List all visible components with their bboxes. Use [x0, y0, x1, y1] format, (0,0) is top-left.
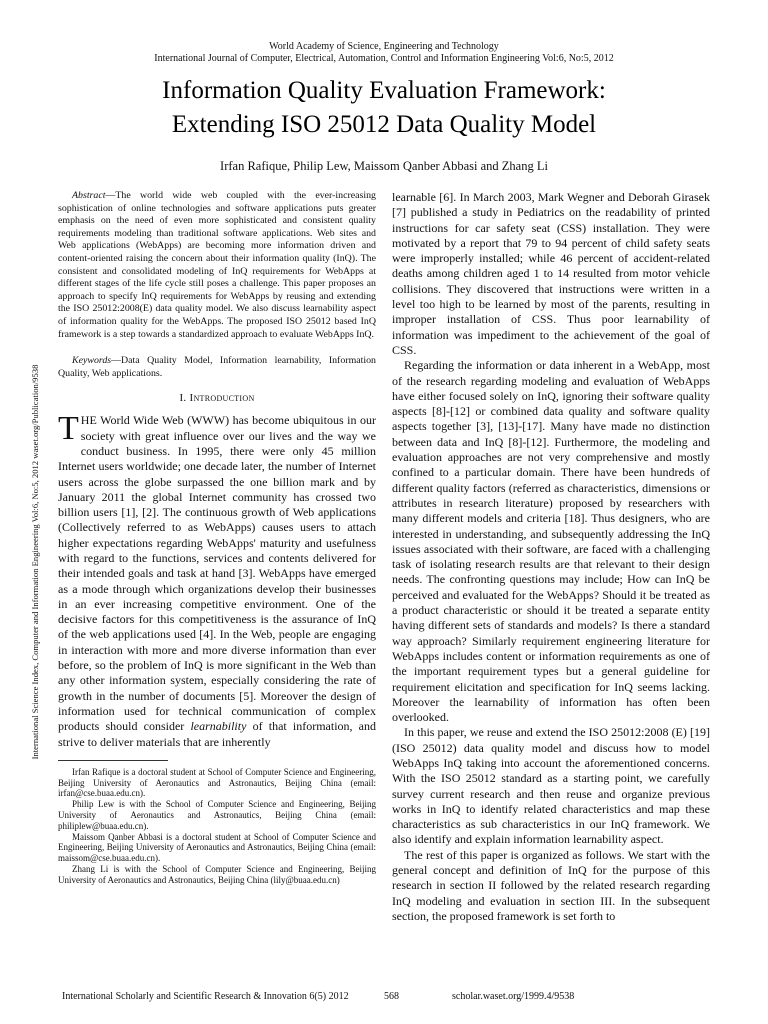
intro-p1-italic: learnability	[190, 719, 247, 734]
intro-paragraph-3: In this paper, we reuse and extend the ISO 25012:2008 (E) [19] (ISO 25012) data quality model and discuss how to model WebApps InQ taking into account the aforementioned concerns. With the ISO 25012 standard as a starting point, we carefully survey current research and then reuse and organize previous works in InQ to identify related characteristics and map these characteristics as sub characteristics in our InQ framework. We also identify and explain information learnability aspect.	[392, 725, 710, 847]
keywords	[58, 355, 376, 380]
intro-paragraph-4: The rest of this paper is organized as follows. We start with the general concept and definition of InQ for the purpose of this research in section II followed by the related research regarding InQ modeling and evaluation in section III. In the subsequent section, the proposed framework is set forth to	[392, 847, 710, 923]
footnote-1: Irfan Rafique is a doctoral student at School of Computer Science and Engineering, Beijing University of Aeronautics and Astronautics, Beijing China (email: irfan@cse.buaa.edu.cn).	[58, 766, 376, 799]
abstract-label: Abstract	[72, 190, 106, 201]
intro-paragraph-1	[58, 410, 377, 750]
footnote-2: Philip Lew is with the School of Computer Science and Engineering, Beijing University of Aeronautics and Astronautics, Beijing China (email: philiplew@buaa.edu.cn).	[58, 799, 376, 831]
author-list: Irfan Rafique, Philip Lew, Maissom Qanber Abbasi and Zhang Li	[220, 159, 548, 173]
footnote-rule	[58, 760, 168, 761]
intro-p1-start: HE World Wide Web (WWW) has become ubiquitous in our society with great influence over our lives and the way we conduct business. In 1995, there were only 45 million Internet users worldwide; one decade later, the number of Internet users across the globe surpassed the one billion mark and by January 2011 the global Internet community has crossed two billion users [1], [2]. The continuous growth of Web applications (Collectively referred to as WebApps) causes users to attach higher expectations regarding WebApps' maturity and usefulness with regard to the functions, services and contents delivered for their intended goals and task at hand [3]. WebApps have emerged as a mode through which organizations develop their businesses in an ever increasing competitive environment. One of the decisive factors for this competitiveness is the assurance of InQ of the web applications used [4]. In the Web, people are engaging in interaction with more and more diverse information than ever before, so the problem of InQ is more significant in the Web than any other information system, especially considering the rate of growth in the number of documents [5]. Moreover the design of information used for technical communication of complex products should consider	[58, 413, 376, 734]
keywords-text: Data Quality Model, Information learnability, Information Quality, Web applications.	[58, 355, 376, 379]
drop-cap: T	[58, 410, 79, 448]
journal-header: International Journal of Computer, Electrical, Automation, Control and Information Engineering Vol:6, No:5, 2012	[154, 53, 614, 64]
intro-paragraph-2: Regarding the information or data inherent in a WebApp, most of the research regarding modeling and evaluation of WebApps have either focused solely on InQ, ignoring their software quality aspects [8]-[12] or combined data quality and software quality aspects together [3], [13]-[17]. Many have made no distinction between data and InQ [8]-[12]. Furthermore, the modeling and evaluation approaches are not very comprehensive and mostly confined to a particular domain. There have been hundreds of different quality factors (referred as characteristics, dimensions or attributes in research literature) proposed by researchers with many different models and criteria [18]. Thus designers, who are interested in understanding, and subsequently addressing the InQ issues associated with their software, are faced with a challenging task of isolating research results are that relevant to their design needs. The confronting questions may include; How can InQ be perceived and evaluated for the WebApps? Should it be treated as a product characteristic or should it be treated a separate entity having different sets of standards and models? Is there a standard way approach? Similarly requirement engineering literature for WebApps includes content or information requirements as one of the important requirement types but a general guideline for requirement elicitation and specification for InQ seems lacking. Moreover the learnability of information has often been overlooked.	[392, 358, 710, 725]
paper-title-line2: Extending ISO 25012 Data Quality Model	[171, 111, 597, 138]
footer-citation: International Scholarly and Scientific Research & Innovation 6(5) 2012	[62, 991, 349, 1002]
abstract	[58, 190, 376, 341]
footnote-4: Zhang Li is with the School of Computer Science and Engineering, Beijing University of Aeronautics and Astronautics, Beijing China (lily@buaa.edu.cn)	[58, 864, 376, 885]
publisher-header: World Academy of Science, Engineering and Technology	[269, 41, 499, 52]
intro-paragraph-1-continued: learnable [6]. In March 2003, Mark Wegner and Deborah Girasek [7] published a study in Pediatrics on the readability of printed instructions for car safety seat (CSS) installation. They were motivated by a report that 79 to 94 percent of child safety seats were improperly installed; while 46 percent of accident-related deaths among children aged 1 to 14 resulted from motor vehicle collisions. They discovered that instructions were written in a level too high to be learned by most of the parents, resulting in improper installation of CSS. Thus poor learnability of information was impediment to the achievement of the goal of CSS.	[392, 190, 710, 357]
intro-p1-end: of that information, and strive to deliver materials that are inherently	[58, 719, 377, 749]
keywords-label: Keywords	[72, 355, 112, 367]
paper-title-line1: Information Quality Evaluation Framework:	[162, 77, 606, 104]
right-column	[392, 190, 710, 923]
keywords-dash: —	[111, 355, 122, 367]
footer-link[interactable]: scholar.waset.org/1999.4/9538	[452, 991, 575, 1002]
footnote-3: Maissom Qanber Abbasi is a doctoral student at School of Computer Science and Engineering, Beijing University of Aeronautics and Astronautics, Beijing China (email: maissom@cse.buaa.edu.cn).	[58, 831, 376, 864]
left-column	[58, 190, 376, 908]
vertical-index-label: International Science Index, Computer and Information Engineering Vol:6, No:5, 2012 waset.org/Publication/9538	[30, 364, 40, 760]
section-heading-introduction: I. Introduction	[179, 392, 255, 405]
abstract-text: The world wide web coupled with the ever-increasing sophistication of online technologies and software applications puts greater emphasis on the need of even more sophisticated and consistent quality requirements modeling than traditional software applications. Web sites and Web applications (WebApps) are becoming more information driven and content-oriented raising the concern about their information quality (InQ). The consistent and consolidated modeling of InQ requirements for WebApps at different stages of the life cycle still poses a challenge. This paper proposes an approach to specify InQ requirements for WebApps by reusing and extending the ISO 25012:2008(E) data quality model. We also discuss learnability aspect of information quality for the WebApps. The proposed ISO 25012 based InQ framework is a step towards a standardized approach to evaluate WebApps InQ.	[58, 190, 376, 340]
abstract-dash: —	[105, 190, 116, 201]
footer-page-number: 568	[384, 991, 399, 1002]
vertical-index-text	[28, 333, 42, 791]
